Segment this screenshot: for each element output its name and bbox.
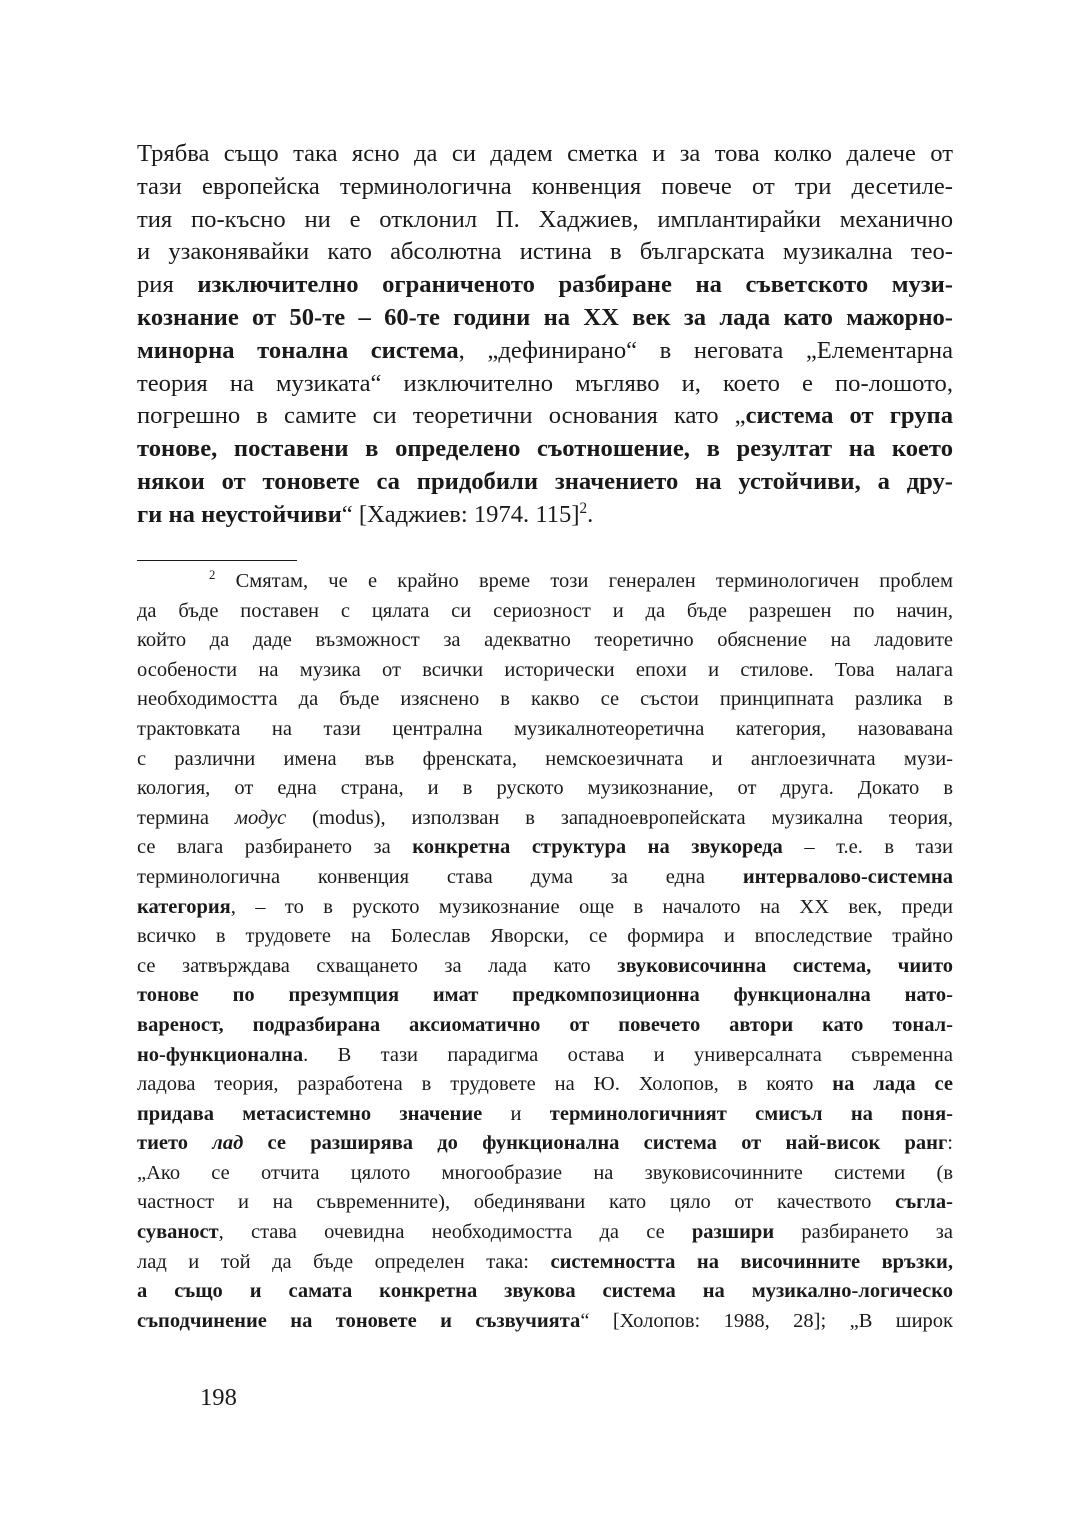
text-line — [137, 138, 953, 171]
text-run: придава метасистемно значение — [137, 1102, 483, 1125]
text-line — [137, 433, 953, 466]
page-number: 198 — [200, 1384, 237, 1411]
text-run: . — [587, 500, 594, 528]
text-run: да бъде поставен с цялата си сериозност и да бъде разрешен по начин, — [137, 599, 953, 622]
text-run: съгла- — [895, 1191, 953, 1214]
text-run: се затвърждава схващането за лада като — [137, 954, 618, 977]
footnote-line — [137, 774, 953, 804]
text-run: на лада се — [832, 1073, 953, 1096]
footnote-line — [137, 833, 953, 863]
text-run: минорна тонална система — [137, 336, 459, 364]
footnote-line — [137, 745, 953, 775]
text-run: изключително ограниченото разбиране на съветското музи- — [197, 271, 953, 299]
footnote-line — [137, 863, 953, 893]
footnote-line — [137, 981, 953, 1011]
text-run: ладова теория, разработена в трудовете на Ю. Холопов, в която — [137, 1073, 833, 1096]
text-run: вареност, подразбирана аксиоматично от повечето автори като тонал- — [137, 1013, 953, 1036]
text-run: погрешно в самите си теоретични основания като „ — [137, 402, 746, 430]
text-run: интервалово-системна — [742, 865, 953, 888]
footnote-line — [137, 567, 953, 597]
text-run: Трябва също така ясно да си дадем сметка и за това колко далече от — [137, 140, 953, 167]
footnote-line — [137, 922, 953, 952]
text-run: терминологична конвенция става дума за една — [137, 865, 743, 888]
text-run: тонове, поставени в определено съотношение, в резултат на което — [137, 435, 953, 463]
text-run: всичко в трудовете на Болеслав Яворски, се формира и впоследствие трайно — [137, 925, 953, 948]
text-line — [137, 269, 953, 302]
text-run: : — [947, 1132, 953, 1155]
text-line — [137, 499, 953, 532]
text-line — [137, 204, 953, 237]
text-run: трактовката на тази централна музикалнотеоретична категория, назовавана — [137, 717, 953, 740]
text-run: съподчинение на тоновете и съзвучията — [137, 1309, 581, 1332]
text-run: частност и на съвременните), обединявани като цяло от качеството — [137, 1191, 896, 1214]
text-run: се влага разбирането за — [137, 836, 413, 859]
text-run: с различни имена във френската, немскоезичната и англоезичната музи- — [137, 747, 953, 770]
text-run: разбирането за — [774, 1221, 953, 1244]
footnote-separator — [137, 560, 297, 561]
text-line — [137, 302, 953, 335]
text-run: лад и той да бъде определен така: — [137, 1250, 551, 1273]
footnote-line — [137, 626, 953, 656]
text-run: звуковисочинна система, чиито — [617, 954, 953, 977]
text-run: системността на височинните връзки, — [550, 1250, 953, 1273]
text-run: необходимостта да бъде изяснено в какво се състои принципната разлика в — [137, 688, 953, 711]
text-run: тия по-късно ни е отклонил П. Хаджиев, имплантирайки механично — [137, 205, 953, 233]
text-line — [137, 171, 953, 204]
text-run: тието — [137, 1132, 213, 1155]
footnote-line — [137, 1188, 953, 1218]
text-run: теория на музиката“ изключително мъгляво и, което е по-лошото, — [137, 369, 953, 397]
text-run: категория — [137, 895, 231, 918]
text-run: и — [482, 1102, 550, 1125]
text-run: лад — [212, 1132, 244, 1155]
footnote-line — [137, 1129, 953, 1159]
text-run: а също и самата конкретна звукова система на музикално-логическо — [137, 1280, 953, 1303]
footnote-line — [137, 1277, 953, 1307]
footnote — [137, 567, 953, 1336]
footnote-line — [137, 1218, 953, 1248]
text-run: и узаконявайки като абсолютна истина в българската музикална тео- — [137, 238, 953, 266]
main-paragraph — [137, 138, 953, 532]
text-run: „Ако се отчита цялото многообразие на звуковисочинните системи (в — [137, 1161, 953, 1184]
text-run: се разширява до функционална система от най-висок ранг — [243, 1132, 948, 1155]
footnote-line — [137, 893, 953, 923]
footnote-line — [137, 715, 953, 745]
footnote-line — [137, 1248, 953, 1278]
text-run: някои от тоновете са придобили значението на устойчиви, а дру- — [137, 467, 953, 495]
text-run: ги на неустойчиви — [137, 500, 342, 528]
text-run: термина — [137, 806, 235, 829]
text-run: “ [Холопов: 1988, 28]; „В широк — [580, 1309, 953, 1332]
footnote-line — [137, 685, 953, 715]
text-run: (modus), използван в западноевропейската музикална теория, — [286, 806, 953, 829]
text-run: който да даде възможност за адекватно теоретично обяснение на ладовите — [137, 629, 953, 652]
text-run: система от група — [745, 402, 954, 430]
footnote-line — [137, 1011, 953, 1041]
text-line — [137, 400, 953, 433]
text-run: кознание от 50-те – 60-те години на XX век за лада като мажорно- — [137, 303, 953, 331]
text-run: тонове по презумпция имат предкомпозиционна функционална нато- — [137, 984, 953, 1007]
text-run: кология, от една страна, и в руското музикознание, от друга. Докато в — [137, 777, 953, 800]
text-run: рия — [137, 271, 198, 299]
text-run: Смятам, че е крайно време този генерален терминологичен проблем — [215, 570, 953, 592]
text-run: , – то в руското музикознание още в началото на XX век, преди — [230, 895, 953, 918]
text-line — [137, 466, 953, 499]
footnote-line — [137, 804, 953, 834]
footnote-line — [137, 952, 953, 982]
text-run: конкретна структура на звукореда — [412, 836, 783, 859]
text-run: – т.е. в тази — [782, 836, 953, 859]
footnote-line — [137, 1100, 953, 1130]
text-line — [137, 335, 953, 368]
footnote-line — [137, 597, 953, 627]
footnote-marker: 2 — [209, 568, 216, 583]
text-run: тази европейска терминологична конвенция повече от три десетиле- — [137, 172, 953, 200]
footnote-line — [137, 656, 953, 686]
text-run: разшири — [691, 1221, 775, 1244]
footnote-line — [137, 1159, 953, 1189]
text-run: суваност — [137, 1221, 219, 1244]
text-run: модус — [234, 806, 287, 829]
text-run: , става очевидна необходимостта да се — [218, 1221, 692, 1244]
text-run: терминологичният смисъл на поня- — [549, 1102, 953, 1125]
text-line — [137, 236, 953, 269]
footnote-line — [137, 1070, 953, 1100]
text-run: особености на музика от всички исторически епохи и стилове. Това налага — [137, 658, 953, 681]
text-run: , „дефинирано“ в неговата „Елементарна — [458, 336, 953, 364]
text-run: . В тази парадигма остава и универсалната съвременна — [303, 1043, 953, 1066]
book-page — [137, 0, 953, 1530]
text-line — [137, 368, 953, 401]
text-run: “ [Хаджиев: 1974. 115] — [341, 500, 580, 528]
footnote-marker: 2 — [579, 499, 588, 517]
text-run: но-функционална — [137, 1043, 304, 1066]
footnote-line — [137, 1307, 953, 1337]
footnote-line — [137, 1041, 953, 1071]
